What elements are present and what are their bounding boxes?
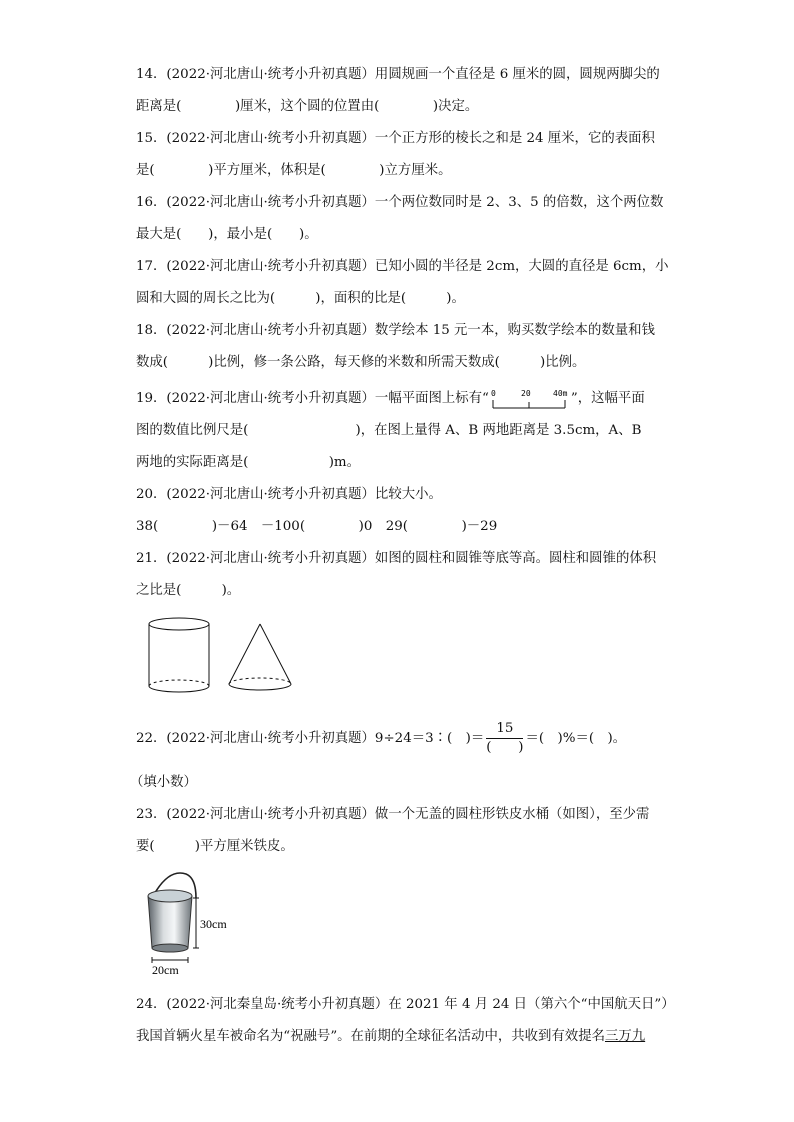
q21-line-1: 21．(2022·河北唐山·统考小升初真题）如图的圆柱和圆锥等底等高。圆柱和圆锥的体积 [136, 551, 657, 566]
cone-figure [229, 624, 291, 690]
q19-line-3: 两地的实际距离是( )m。 [136, 455, 361, 470]
q17-line-1: 17．(2022·河北唐山·统考小升初真题）已知小圆的半径是 2cm，大圆的直径是 6cm，小 [136, 259, 669, 274]
q19-line-1 [136, 388, 645, 410]
cylinder-figure [149, 618, 209, 692]
q24-text: 我国首辆火星车被命名为“祝融号”。在前期的全球征名活动中，共收到有效提名 [136, 1029, 605, 1044]
q19-text-after-scale: ”，这幅平面 [570, 391, 645, 406]
bucket-height-label: 30cm [200, 917, 227, 931]
q15-line-1: 15．(2022·河北唐山·统考小升初真题）一个正方形的棱长之和是 24 厘米，它的表面积 [136, 131, 655, 146]
scale-bar [489, 388, 571, 410]
scale-tick-0: 0 [490, 389, 496, 398]
q23-line-1: 23．(2022·河北唐山·统考小升初真题）做一个无盖的圆柱形铁皮水桶（如图），至少需 [136, 807, 650, 822]
scale-tick-20: 20 [520, 389, 531, 398]
scale-tick-40: 40m [552, 389, 568, 398]
q17-line-2: 圆和大圆的周长之比为( )，面积的比是( )。 [136, 291, 465, 306]
q14-line-2: 距离是( )厘米，这个圆的位置由( )决定。 [136, 99, 479, 114]
cylinder-cone-figure [140, 616, 310, 698]
bucket-figure [140, 868, 250, 980]
q22-line-2: （填小数） [130, 775, 197, 790]
q18-line-2: 数成( )比例，修一条公路，每天修的米数和所需天数成( )比例。 [136, 355, 586, 370]
q14-line-1: 14．(2022·河北唐山·统考小升初真题）用圆规画一个直径是 6 厘米的圆，圆规两脚尖的 [136, 67, 660, 82]
underlined-number: 三万九 [604, 1029, 646, 1044]
q20-line-1: 20．(2022·河北唐山·统考小升初真题）比较大小。 [136, 487, 442, 502]
fraction [486, 720, 523, 757]
q23-line-2: 要( )平方厘米铁皮。 [136, 839, 294, 854]
q24-line-2 [136, 1028, 645, 1046]
fraction-numerator: 15 [486, 720, 523, 739]
q19-line-2: 图的数值比例尺是( )，在图上量得 A、B 两地距离是 3.5cm，A、B [136, 423, 642, 438]
q22-line-1 [136, 720, 626, 757]
q15-line-2: 是( )平方厘米，体积是( )立方厘米。 [136, 163, 452, 178]
q22-text-after-fraction: ＝( )%＝( )。 [525, 731, 627, 746]
bucket-diameter-label: 20cm [152, 963, 179, 977]
q21-line-2: 之比是( )。 [136, 583, 241, 598]
q22-text-before-fraction: 22．(2022·河北唐山·统考小升初真题）9÷24＝3∶( )＝ [136, 731, 485, 746]
q18-line-1: 18．(2022·河北唐山·统考小升初真题）数学绘本 15 元一本，购买数学绘本的数量和钱 [136, 323, 655, 338]
fraction-denominator: ( ) [486, 740, 524, 755]
q16-line-2: 最大是( )，最小是( )。 [136, 227, 318, 242]
q24-line-1: 24．(2022·河北秦皇岛·统考小升初真题）在 2021 年 4 月 24 日（第六个“中国航天日”） [136, 997, 675, 1012]
q20-line-2: 38( )－64 －100( )0 29( )－29 [136, 519, 498, 534]
q19-text-before-scale: 19．(2022·河北唐山·统考小升初真题）一幅平面图上标有“ [136, 391, 489, 406]
q16-line-1: 16．(2022·河北唐山·统考小升初真题）一个两位数同时是 2、3、5 的倍数，这个两位数 [136, 195, 664, 210]
